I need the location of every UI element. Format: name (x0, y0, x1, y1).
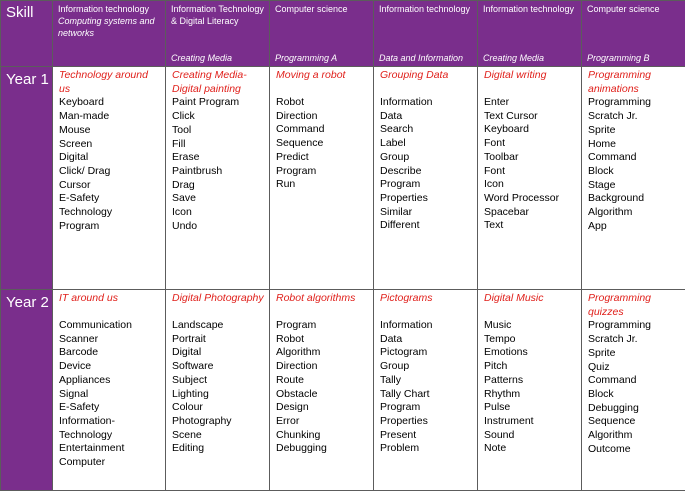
vocab-word: Describe (380, 165, 473, 179)
vocab-word: Similar (380, 206, 473, 220)
vocab-word: Font (484, 165, 577, 179)
vocab-word: Emotions (484, 346, 577, 360)
topic-cell (166, 290, 270, 491)
year-row (1, 67, 685, 290)
vocab-word: Lighting (172, 388, 265, 402)
vocab-word: Robot (276, 333, 369, 347)
vocab-word: Data (380, 333, 473, 347)
column-header (166, 1, 270, 67)
vocab-word: Algorithm (588, 206, 681, 220)
column-header (478, 1, 582, 67)
vocab-word: Debugging (588, 402, 681, 416)
vocab-word: Group (380, 360, 473, 374)
column-subtitle: Computing systems and networks (53, 15, 165, 39)
topic-title: Pictograms (380, 292, 473, 319)
vocab-word: Outcome (588, 443, 681, 457)
vocab-word: Landscape (172, 319, 265, 333)
vocab-word: Algorithm (588, 429, 681, 443)
vocab-word: Group (380, 151, 473, 165)
vocab-word: E-Safety (59, 192, 161, 206)
vocab-word: Scene (172, 429, 265, 443)
vocab-word: Block (588, 388, 681, 402)
topic-cell (374, 67, 478, 290)
vocab-word: Note (484, 442, 577, 456)
column-header (582, 1, 685, 67)
vocab-word: Stage (588, 179, 681, 193)
vocab-word: Scratch Jr. (588, 110, 681, 124)
topic-title: Robot algorithms (276, 292, 369, 319)
vocab-word: Present (380, 429, 473, 443)
vocab-word: Appliances (59, 374, 161, 388)
vocab-word: Save (172, 192, 265, 206)
vocab-word: Direction (276, 360, 369, 374)
year-label: Year 2 (1, 290, 53, 491)
vocab-word: Subject (172, 374, 265, 388)
topic-title: Digital writing (484, 69, 577, 96)
vocab-word: Man-made (59, 110, 161, 124)
vocab-word: Algorithm (276, 346, 369, 360)
vocab-word: Patterns (484, 374, 577, 388)
vocab-word: Colour (172, 401, 265, 415)
column-footer: Programming B (587, 52, 650, 64)
vocab-word: Icon (484, 178, 577, 192)
vocab-word: Spacebar (484, 206, 577, 220)
vocab-word: Program (380, 401, 473, 415)
vocab-word: Tally Chart (380, 388, 473, 402)
topic-title: IT around us (59, 292, 161, 319)
vocab-word: Information (380, 96, 473, 110)
vocab-word: Technology (59, 429, 161, 443)
skill-label: Skill (1, 1, 52, 21)
vocab-word: Direction (276, 110, 369, 124)
vocab-word: Command (588, 374, 681, 388)
vocab-word: Communication (59, 319, 161, 333)
vocab-word: Error (276, 415, 369, 429)
vocab-word: Software (172, 360, 265, 374)
vocab-word: Design (276, 401, 369, 415)
vocab-word: Erase (172, 151, 265, 165)
vocab-word: Pictogram (380, 346, 473, 360)
vocab-word: Background (588, 192, 681, 206)
vocab-word: Program (276, 319, 369, 333)
vocab-word: Drag (172, 179, 265, 193)
vocab-word: Properties (380, 415, 473, 429)
vocab-word: Information- (59, 415, 161, 429)
vocab-word: Click (172, 110, 265, 124)
topic-cell (53, 67, 166, 290)
vocab-word: Text Cursor (484, 110, 577, 124)
topic-title: Moving a robot (276, 69, 369, 96)
topic-title: Digital Photography (172, 292, 265, 319)
vocab-word: Screen (59, 138, 161, 152)
topic-cell (270, 67, 374, 290)
vocab-word: Font (484, 137, 577, 151)
vocab-word: Debugging (276, 442, 369, 456)
vocab-word: Keyboard (484, 123, 577, 137)
topic-cell (374, 290, 478, 491)
topic-cell (270, 290, 374, 491)
vocab-word: Cursor (59, 179, 161, 193)
topic-cell (582, 290, 685, 491)
vocab-word: Sprite (588, 124, 681, 138)
vocab-word: Click/ Drag (59, 165, 161, 179)
vocab-word: Paint Program (172, 96, 265, 110)
vocab-word: Undo (172, 220, 265, 234)
vocab-word: Digital (172, 346, 265, 360)
vocab-word: Enter (484, 96, 577, 110)
vocab-word: Sequence (276, 137, 369, 151)
vocab-word: Different (380, 219, 473, 233)
column-category: Information technology (478, 1, 581, 15)
vocab-word: Paintbrush (172, 165, 265, 179)
vocab-word: Toolbar (484, 151, 577, 165)
topic-cell (582, 67, 685, 290)
vocab-word: E-Safety (59, 401, 161, 415)
vocab-word: Computer (59, 456, 161, 470)
topic-title: Grouping Data (380, 69, 473, 96)
vocab-word: Tool (172, 124, 265, 138)
vocab-word: Program (59, 220, 161, 234)
topic-title: Programming animations (588, 69, 681, 96)
vocab-word: Music (484, 319, 577, 333)
vocab-word: Obstacle (276, 388, 369, 402)
column-category: Computer science (270, 1, 373, 15)
vocab-word: Pulse (484, 401, 577, 415)
column-category: Information technology (53, 1, 165, 15)
vocab-word: Information (380, 319, 473, 333)
vocab-word: Word Processor (484, 192, 577, 206)
topic-title: Programming quizzes (588, 292, 681, 319)
vocab-word: Barcode (59, 346, 161, 360)
column-category: Information technology (374, 1, 477, 15)
vocab-word: Sequence (588, 415, 681, 429)
vocab-word: Portrait (172, 333, 265, 347)
vocab-word: Pitch (484, 360, 577, 374)
vocab-word: Signal (59, 388, 161, 402)
column-category: Computer science (582, 1, 685, 15)
vocab-word: Editing (172, 442, 265, 456)
vocab-word: Program (380, 178, 473, 192)
vocab-word: Robot (276, 96, 369, 110)
skill-header (1, 1, 53, 67)
column-footer: Creating Media (483, 52, 544, 64)
column-header (374, 1, 478, 67)
topic-cell (478, 290, 582, 491)
vocab-word: Mouse (59, 124, 161, 138)
column-header (270, 1, 374, 67)
vocab-word: Tally (380, 374, 473, 388)
vocab-word: Data (380, 110, 473, 124)
vocab-word: Device (59, 360, 161, 374)
vocab-word: Keyboard (59, 96, 161, 110)
vocab-word: Icon (172, 206, 265, 220)
vocab-word: Sound (484, 429, 577, 443)
vocab-word: Predict (276, 151, 369, 165)
vocab-word: Chunking (276, 429, 369, 443)
vocab-word: Program (276, 165, 369, 179)
vocab-word: Digital (59, 151, 161, 165)
vocab-word: Command (276, 123, 369, 137)
vocab-word: Block (588, 165, 681, 179)
vocab-word: App (588, 220, 681, 234)
vocab-word: Tempo (484, 333, 577, 347)
vocab-word: Entertainment (59, 442, 161, 456)
topic-cell (53, 290, 166, 491)
column-header (53, 1, 166, 67)
vocab-word: Command (588, 151, 681, 165)
topic-title: Technology around us (59, 69, 161, 96)
vocab-word: Instrument (484, 415, 577, 429)
year-row (1, 290, 685, 491)
vocab-word: Home (588, 138, 681, 152)
vocab-word: Scratch Jr. (588, 333, 681, 347)
vocab-word: Technology (59, 206, 161, 220)
column-footer: Creating Media (171, 52, 232, 64)
vocab-word: Photography (172, 415, 265, 429)
column-footer: Programming A (275, 52, 337, 64)
vocab-word: Search (380, 123, 473, 137)
vocab-word: Run (276, 178, 369, 192)
vocab-word: Problem (380, 442, 473, 456)
column-footer: Data and Information (379, 52, 463, 64)
vocab-word: Quiz (588, 361, 681, 375)
vocab-word: Route (276, 374, 369, 388)
vocab-word: Scanner (59, 333, 161, 347)
vocab-word: Sprite (588, 347, 681, 361)
vocab-word: Programming (588, 319, 681, 333)
topic-cell (166, 67, 270, 290)
header-row (1, 1, 685, 67)
vocab-word: Rhythm (484, 388, 577, 402)
topic-title: Creating Media- Digital painting (172, 69, 265, 96)
vocab-word: Fill (172, 138, 265, 152)
vocab-word: Programming (588, 96, 681, 110)
topic-title: Digital Music (484, 292, 577, 319)
year-label: Year 1 (1, 67, 53, 290)
vocab-word: Label (380, 137, 473, 151)
vocab-word: Properties (380, 192, 473, 206)
column-category: Information Technology & Digital Literacy (166, 1, 269, 27)
vocab-word: Text (484, 219, 577, 233)
topic-cell (478, 67, 582, 290)
